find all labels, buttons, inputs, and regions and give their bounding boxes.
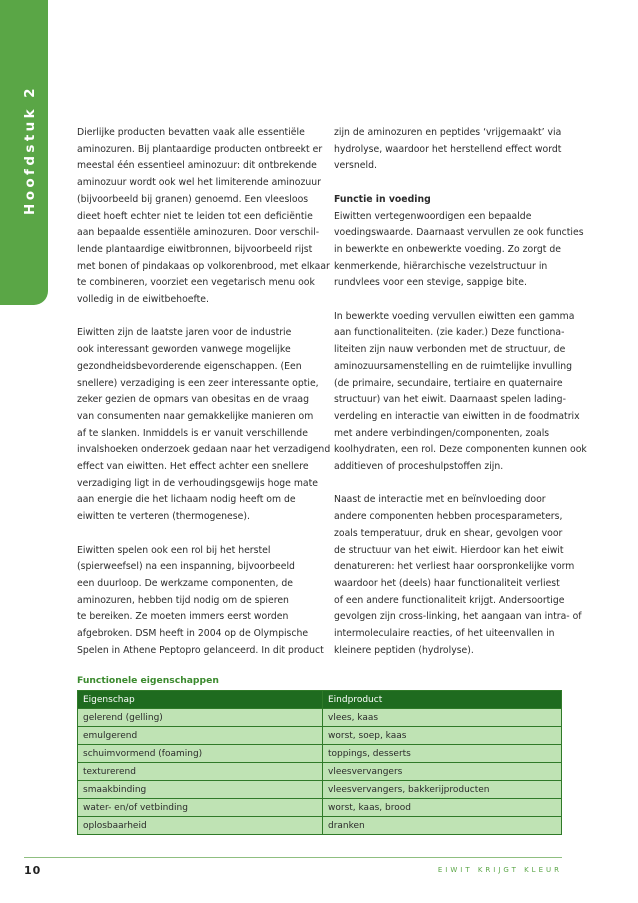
text-line: verdeling en interactie van eiwitten in de foodmatrix — [334, 410, 580, 422]
text-line: ook interessant geworden vanwege mogelijke — [77, 344, 291, 356]
text-line: effect van eiwitten. Het effect achter een snellere — [77, 461, 309, 473]
paragraph-break — [334, 476, 574, 493]
footer-rule — [24, 857, 562, 858]
text-line: denatureren: het verliest haar oorspronkelijke vorm — [334, 561, 575, 573]
cell-eindproduct: worst, kaas, brood — [323, 799, 562, 817]
table-row — [78, 799, 562, 817]
header-eindproduct: Eindproduct — [323, 691, 562, 709]
table-title: Functionele eigenschappen — [77, 675, 219, 686]
text-line: additieven of proceshulpstoffen zijn. — [334, 461, 504, 473]
text-line: voedingswaarde. Daarnaast vervullen ze ook functies — [334, 227, 584, 239]
right-column-intro — [334, 125, 574, 175]
paragraph-break — [77, 309, 349, 326]
text-line: Naast de interactie met en beïnvloeding door — [334, 494, 546, 506]
text-line: de structuur van het eiwit. Hierdoor kan het eiwit — [334, 544, 564, 556]
text-line: dieet hoeft echter niet te leiden tot een deficiëntie — [77, 210, 313, 222]
text-line: aminozuren. Bij plantaardige producten ontbreekt er — [77, 143, 323, 155]
text-line: In bewerkte voeding vervullen eiwitten een gamma — [334, 310, 575, 322]
table-row — [78, 781, 562, 799]
text-line: te bereiken. Ze moeten immers eerst worden — [77, 611, 289, 623]
text-line: in bewerkte en onbewerkte voeding. Zo zorgt de — [334, 243, 561, 255]
page-number: 10 — [24, 864, 42, 877]
text-line: met bonen of pindakaas op volkorenbrood, met elkaar — [77, 260, 330, 272]
left-column — [77, 125, 349, 659]
text-line: intermoleculaire reacties, of het uiteenvallen in — [334, 628, 555, 640]
table-row — [78, 745, 562, 763]
table-row — [78, 817, 562, 835]
text-line: volledig in de eiwitbehoefte. — [77, 294, 209, 306]
text-line: lende plantaardige eiwitbronnen, bijvoorbeeld rijst — [77, 243, 313, 255]
cell-eindproduct: toppings, desserts — [323, 745, 562, 763]
table-row — [78, 763, 562, 781]
cell-eindproduct: vleesvervangers — [323, 763, 562, 781]
paragraph-break — [77, 526, 349, 543]
text-line: versneld. — [334, 160, 377, 172]
text-line: van consumenten naar gemakkelijke manieren om — [77, 410, 314, 422]
text-line: zijn de aminozuren en peptides ‘vrijgemaakt’ via — [334, 127, 562, 138]
text-line: af te slanken. Inmiddels is er vanuit verschillende — [77, 427, 308, 439]
cell-eindproduct: dranken — [323, 817, 562, 835]
right-column-body — [334, 209, 587, 660]
cell-eindproduct: vleesvervangers, bakkerijproducten — [323, 781, 562, 799]
cell-eigenschap: texturerend — [78, 763, 323, 781]
paragraph-break — [334, 292, 574, 309]
table-header-row — [78, 691, 562, 709]
text-line: andere componenten hebben procesparameters, — [334, 511, 563, 523]
text-line: Eiwitten zijn de laatste jaren voor de industrie — [77, 327, 292, 339]
text-line: aminozuursamenstelling en de ruimtelijke invulling — [334, 360, 573, 372]
text-line: zeker gezien de opmars van obesitas en de vraag — [77, 394, 310, 406]
cell-eindproduct: vlees, kaas — [323, 709, 562, 727]
text-line: hydrolyse, waardoor het herstellend effect wordt — [334, 143, 562, 155]
cell-eindproduct: worst, soep, kaas — [323, 727, 562, 745]
text-line: afgebroken. DSM heeft in 2004 op de Olympische — [77, 628, 309, 640]
text-line: gezondheidsbevorderende eigenschappen. (Een — [77, 360, 302, 372]
text-line: Spelen in Athene Peptopro gelanceerd. In dit product — [77, 644, 324, 656]
footer-title: EIWIT KRIJGT KLEUR — [437, 866, 562, 874]
cell-eigenschap: oplosbaarheid — [78, 817, 323, 835]
cell-eigenschap: emulgerend — [78, 727, 323, 745]
text-line: Eiwitten vertegenwoordigen een bepaalde — [334, 210, 532, 222]
text-line: een duurloop. De werkzame componenten, de — [77, 577, 293, 589]
right-column — [334, 125, 587, 659]
text-line: verzadiging ligt in de verhoudingsgewijs hoge mate — [77, 477, 318, 489]
section-heading: Functie in voeding — [334, 193, 431, 205]
text-line: meestal één essentieel aminozuur: dit ontbrekende — [77, 160, 317, 172]
text-line: structuur) van het eiwit. Daarnaast spelen lading- — [334, 394, 566, 406]
text-line: gevolgen zijn cross-linking, het aangaan van intra- of — [334, 611, 582, 623]
cell-eigenschap: gelerend (gelling) — [78, 709, 323, 727]
text-line: waardoor het (deels) haar functionaliteit verliest — [334, 577, 560, 589]
text-line: kleinere peptiden (hydrolyse). — [334, 644, 474, 656]
text-line: liteiten zijn nauw verbonden met de structuur, de — [334, 344, 566, 356]
text-line: aan functionaliteiten. (zie kader.) Deze functiona- — [334, 327, 565, 339]
cell-eigenschap: water- en/of vetbinding — [78, 799, 323, 817]
text-line: kenmerkende, hiërarchische vezelstructuur in — [334, 260, 548, 272]
text-line: te combineren, voorziet een vegetarisch menu ook — [77, 277, 315, 289]
chapter-label: Hoofdstuk 2 — [22, 85, 38, 215]
text-line: (bijvoorbeeld bij granen) genoemd. Een vleesloos — [77, 193, 309, 205]
header-eigenschap: Eigenschap — [78, 691, 323, 709]
text-line: Eiwitten spelen ook een rol bij het herstel — [77, 544, 271, 556]
text-line: (spierweefsel) na een inspanning, bijvoorbeeld — [77, 561, 295, 573]
table-row — [78, 727, 562, 745]
text-line: (de primaire, secundaire, tertiaire en quaternaire — [334, 377, 563, 389]
text-line: aan bepaalde essentiële aminozuren. Door verschil- — [77, 227, 320, 239]
text-line: of een andere functionaliteit krijgt. Andersoortige — [334, 594, 565, 606]
cell-eigenschap: smaakbinding — [78, 781, 323, 799]
properties-table-block — [77, 674, 562, 835]
cell-eigenschap: schuimvormend (foaming) — [78, 745, 323, 763]
text-line: eiwitten te verteren (thermogenese). — [77, 511, 250, 523]
text-line: zoals temperatuur, druk en shear, gevolgen voor — [334, 527, 563, 539]
table-row — [78, 709, 562, 727]
chapter-tab-label-wrap — [0, 0, 48, 305]
text-line: koolhydraten, een rol. Deze componenten kunnen ook — [334, 444, 587, 456]
text-line: aminozuur wordt ook wel het limiterende aminozuur — [77, 177, 321, 189]
text-line: invalshoeken onderzoek gedaan naar het verzadigend — [77, 444, 331, 456]
text-line: Dierlijke producten bevatten vaak alle essentiële — [77, 127, 305, 138]
text-line: aan energie die het lichaam nodig heeft om de — [77, 494, 296, 506]
text-line: rundvlees voor een stevige, sappige bite. — [334, 277, 527, 289]
text-line: met andere verbindingen/componenten, zoals — [334, 427, 550, 439]
text-line: aminozuren, hebben tijd nodig om de spieren — [77, 594, 289, 606]
properties-table — [77, 690, 562, 835]
text-line: snellere) verzadiging is een zeer interessante optie, — [77, 377, 319, 389]
